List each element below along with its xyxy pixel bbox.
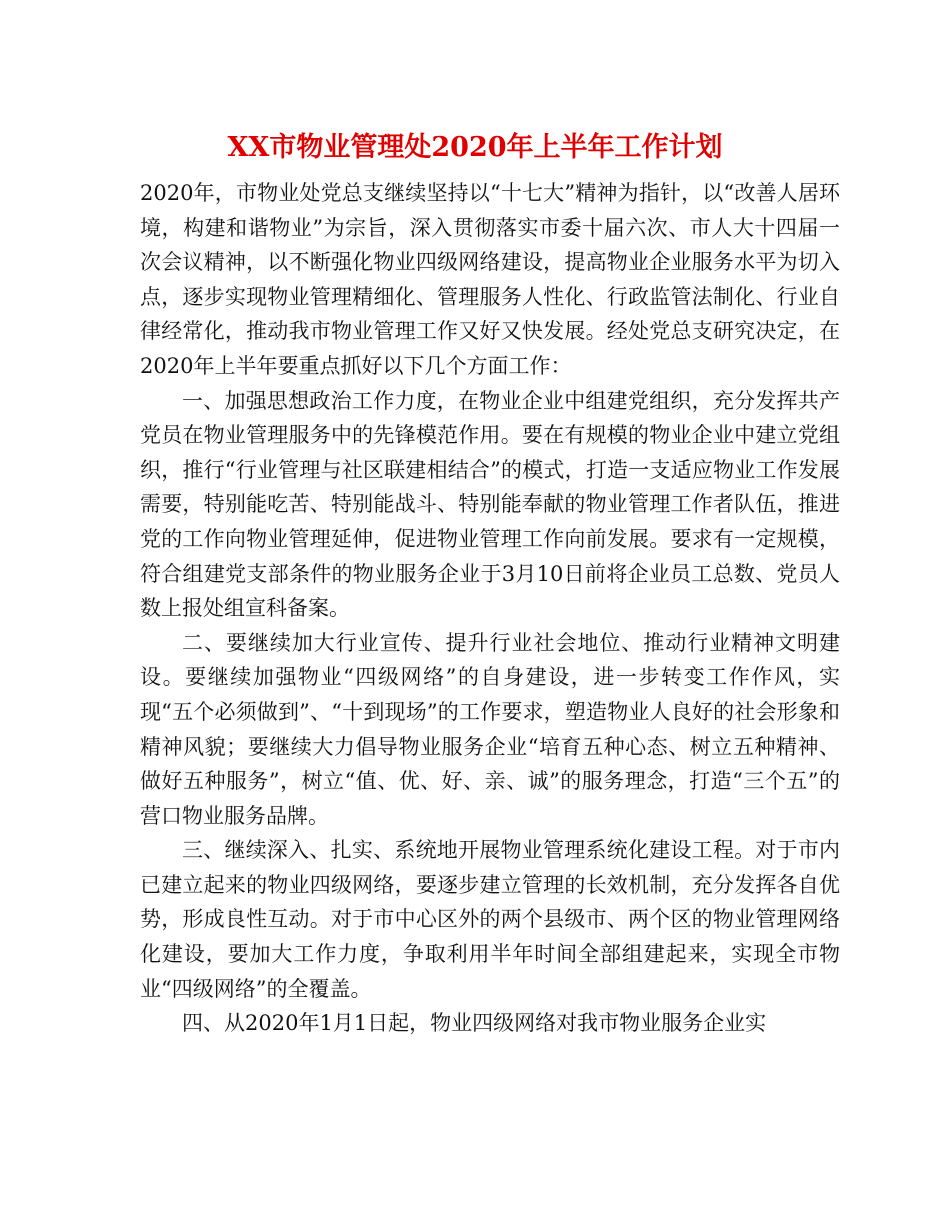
document-title: XX市物业管理处2020年上半年工作计划 <box>227 132 723 163</box>
section-four-paragraph: 四、从2020年1月1日起，物业四级网络对我市物业服务企业实 <box>182 1011 767 1036</box>
document-body <box>140 176 840 1041</box>
section-two-paragraph: 二、要继续加大行业宣传、提升行业社会地位、推动行业精神文明建设。要继续加强物业“四级网络”的自身建设，进一步转变工作作风，实现“五个必须做到”、“十到现场”的工作要求，塑造物业人良好的社会形象和精神风貌；要继续大力倡导物业服务企业“培育五种心态、树立五种精神、做好五种服务”，树立“值、优、好、亲、诚”的服务理念，打造“三个五”的营口物业服务品牌。 <box>140 630 840 828</box>
section-three-paragraph: 三、继续深入、扎实、系统地开展物业管理系统化建设工程。对于市内已建立起来的物业四级网络，要逐步建立管理的长效机制，充分发挥各自优势，形成良性互动。对于市中心区外的两个县级市、两个区的物业管理网络化建设，要加大工作力度，争取利用半年时间全部组建起来，实现全市物业“四级网络”的全覆盖。 <box>140 838 840 1001</box>
section-one-paragraph: 一、加强思想政治工作力度，在物业企业中组建党组织，充分发挥共产党员在物业管理服务中的先锋模范作用。要在有规模的物业企业中建立党组织，推行“行业管理与社区联建相结合”的模式，打造一支适应物业工作发展需要，特别能吃苦、特别能战斗、特别能奉献的物业管理工作者队伍，推进党的工作向物业管理延伸，促进物业管理工作向前发展。要求有一定规模，符合组建党支部条件的物业服务企业于3月10日前将企业员工总数、党员人数上报处组宣科备案。 <box>140 388 840 621</box>
intro-paragraph: 2020年，市物业处党总支继续坚持以“十七大”精神为指针，以“改善人居环境，构建和谐物业”为宗旨，深入贯彻落实市委十届六次、市人大十四届一次会议精神，以不断强化物业四级网络建设，提高物业企业服务水平为切入点，逐步实现物业管理精细化、管理服务人性化、行政监管法制化、行业自律经常化，推动我市物业管理工作又好又快发展。经处党总支研究决定，在2020年上半年要重点抓好以下几个方面工作： <box>140 181 840 378</box>
